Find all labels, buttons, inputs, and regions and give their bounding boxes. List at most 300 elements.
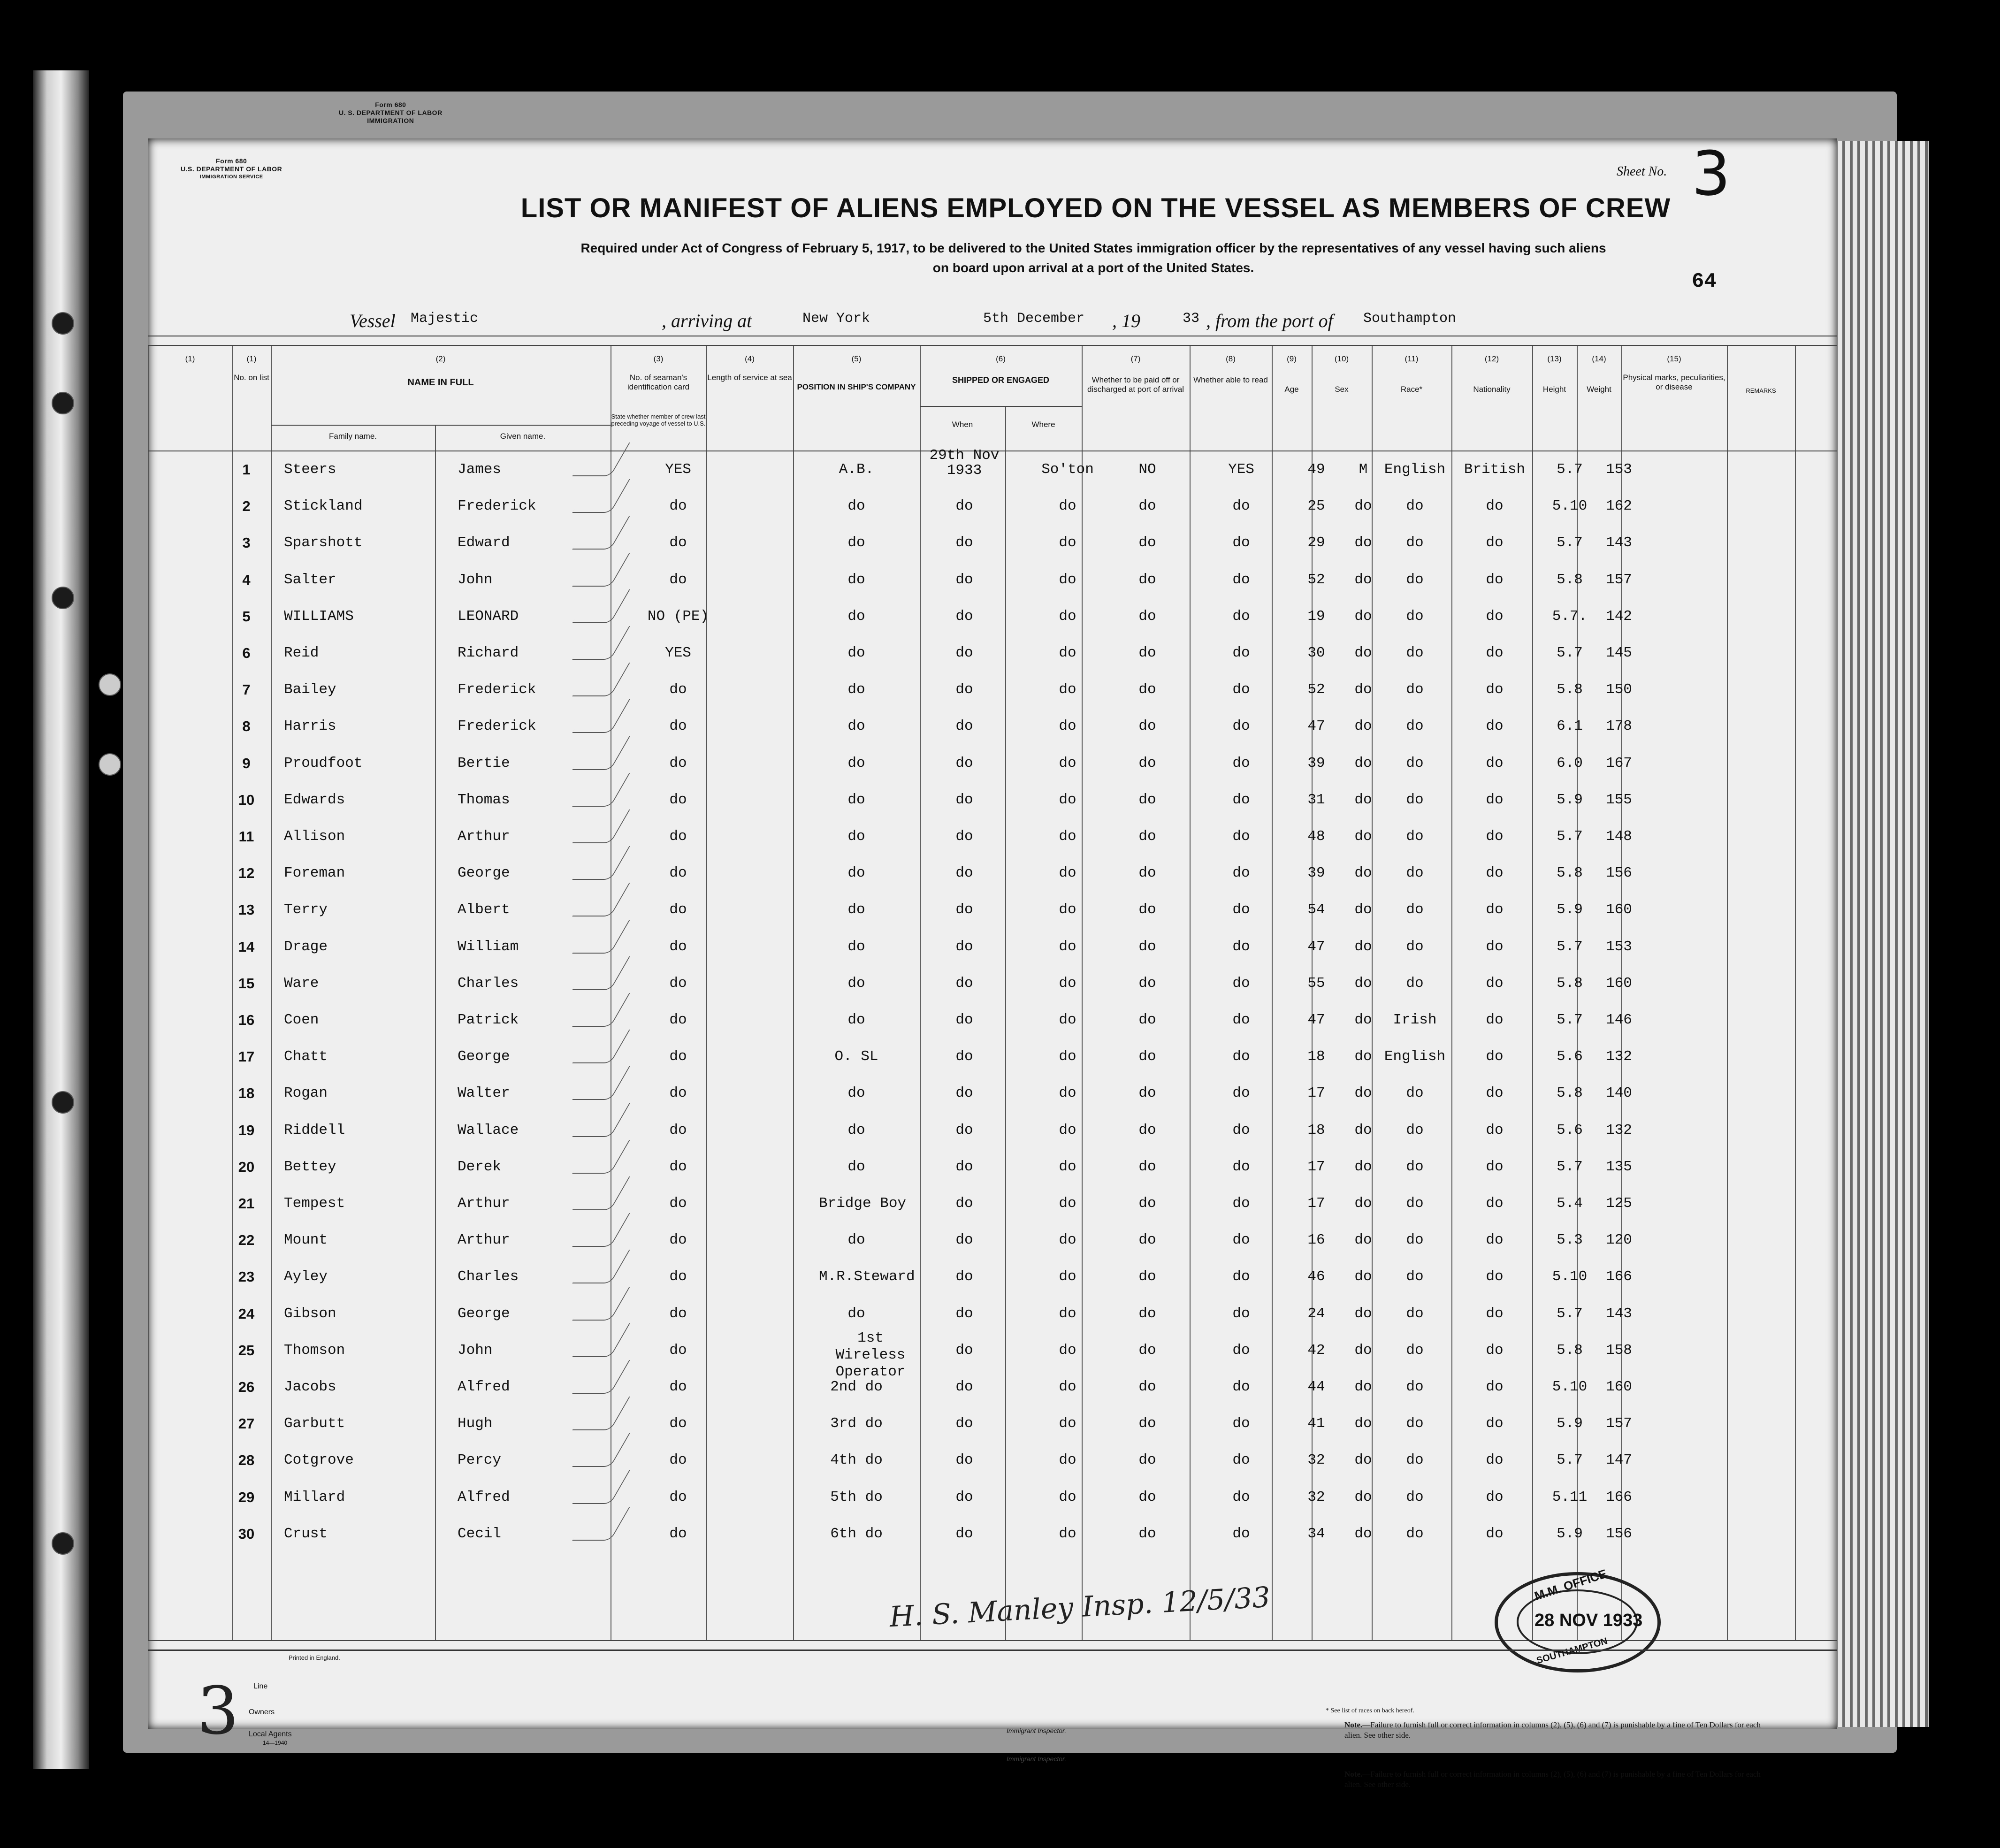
cell-paid: do	[1138, 1489, 1156, 1505]
header-length-service: Length of service at sea	[707, 373, 792, 382]
cell-position: do	[847, 645, 865, 661]
subtitle-line-1: Required under Act of Congress of February 5, 1917, to be delivered to the United States immigration officer by the representatives of any vessel having such aliens	[580, 241, 1606, 255]
cell-race: do	[1406, 1232, 1424, 1249]
cell-when: do	[955, 1195, 973, 1212]
col-num-5: (5)	[851, 354, 862, 363]
cell-age: 18	[1307, 1122, 1325, 1138]
cell-paid: do	[1138, 901, 1156, 918]
cell-when: do	[955, 938, 973, 955]
cell-race: do	[1406, 1158, 1424, 1175]
cell-height: 5.10	[1552, 498, 1588, 515]
manifest-page	[148, 138, 1837, 1789]
printed-in-label: Printed in England.	[289, 1654, 340, 1661]
cell-when: do	[955, 645, 973, 661]
cell-age: 49	[1307, 461, 1325, 478]
cell-when: do	[955, 975, 973, 992]
cell-race: do	[1406, 571, 1424, 588]
table-row	[148, 1443, 1837, 1479]
table-row	[148, 1077, 1837, 1112]
cell-position: Bridge Boy	[819, 1195, 907, 1212]
cell-age: 44	[1307, 1379, 1325, 1395]
cell-position: do	[847, 791, 865, 808]
cell-age: 34	[1307, 1525, 1325, 1542]
header-no-on-list: No. on list	[234, 373, 269, 382]
cell-position: do	[847, 1012, 865, 1028]
cell-weight: 120	[1606, 1232, 1632, 1249]
cell-weight: 147	[1606, 1452, 1632, 1469]
manifest-subtitle	[354, 238, 1832, 278]
form-code: 14—1940	[263, 1740, 288, 1746]
cell-where: do	[1059, 1195, 1076, 1212]
cell-nat: do	[1486, 1122, 1504, 1138]
cell-when: do	[955, 1305, 973, 1322]
cell-paid: do	[1138, 1232, 1156, 1249]
cell-card: do	[669, 938, 687, 955]
cell-where: do	[1059, 498, 1076, 515]
cell-given: James	[458, 461, 502, 478]
table-row	[148, 1370, 1837, 1406]
cell-family: Tempest	[284, 1195, 345, 1212]
cell-when: do	[955, 608, 973, 625]
cell-when: do	[955, 1525, 973, 1542]
cell-sex: do	[1354, 498, 1372, 515]
cell-where: do	[1059, 1342, 1076, 1359]
note-label: Note.	[1344, 1770, 1363, 1779]
cell-family: Cotgrove	[284, 1452, 354, 1469]
cell-height: 5.8	[1557, 1085, 1583, 1102]
cell-age: 41	[1307, 1415, 1325, 1432]
cell-where: do	[1059, 1085, 1076, 1102]
cell-race: do	[1406, 791, 1424, 808]
cell-card: do	[669, 1158, 687, 1175]
cell-where: do	[1059, 791, 1076, 808]
cell-when: do	[955, 498, 973, 515]
table-row	[148, 636, 1837, 672]
cell-nat: do	[1486, 535, 1504, 551]
cell-paid: do	[1138, 1379, 1156, 1395]
race-note: * See list of races on back hereof.	[1326, 1707, 1414, 1714]
cell-read: do	[1232, 718, 1250, 735]
cell-paid: do	[1138, 755, 1156, 771]
cell-read: do	[1232, 608, 1250, 625]
cell-where: So'ton	[1041, 461, 1094, 478]
cell-no: 13	[238, 901, 255, 918]
cell-weight: 148	[1606, 828, 1632, 845]
cell-sex: do	[1354, 1195, 1372, 1212]
cell-family: Thomson	[284, 1342, 345, 1359]
cell-height: 6.0	[1557, 755, 1583, 771]
cell-card: NO (PE)	[647, 608, 709, 625]
cell-height: 5.7.	[1552, 608, 1588, 625]
cell-position: 2nd do	[830, 1379, 883, 1395]
table-row	[148, 820, 1837, 855]
cell-height: 6.1	[1557, 718, 1583, 735]
cell-position: M.R.Steward	[819, 1268, 915, 1285]
header-weight: Weight	[1587, 385, 1611, 394]
cell-card: do	[669, 1452, 687, 1469]
cell-race: do	[1406, 865, 1424, 882]
cell-position: 6th do	[830, 1525, 883, 1542]
cell-nat: do	[1486, 1085, 1504, 1102]
cell-weight: 157	[1606, 1415, 1632, 1432]
fine-note-1	[1344, 1720, 1776, 1741]
cell-read: do	[1232, 865, 1250, 882]
cell-position: do	[847, 1232, 865, 1249]
cell-no: 4	[242, 571, 251, 588]
cell-paid: do	[1138, 1415, 1156, 1432]
cell-weight: 166	[1606, 1268, 1632, 1285]
cell-read: do	[1232, 571, 1250, 588]
cell-read: do	[1232, 791, 1250, 808]
cell-card: do	[669, 1489, 687, 1505]
cell-position: do	[847, 1158, 865, 1175]
cell-nat: do	[1486, 1012, 1504, 1028]
cell-nat: do	[1486, 571, 1504, 588]
cell-no: 29	[238, 1489, 255, 1505]
note-text: —Failure to furnish full or correct information in columns (2), (5), (6) and (7) is punishable by a fine of Ten Dollars for each alien. See other side.	[1344, 1720, 1761, 1740]
table-row	[148, 893, 1837, 929]
cell-sex: do	[1354, 535, 1372, 551]
cell-height: 5.4	[1557, 1195, 1583, 1212]
cell-where: do	[1059, 901, 1076, 918]
cell-family: Gibson	[284, 1305, 336, 1322]
cell-read: do	[1232, 938, 1250, 955]
cell-age: 32	[1307, 1489, 1325, 1505]
cell-paid: do	[1138, 718, 1156, 735]
cell-age: 29	[1307, 535, 1325, 551]
cell-race: do	[1406, 938, 1424, 955]
cell-where: do	[1059, 755, 1076, 771]
col-num-10: (10)	[1334, 354, 1349, 363]
cell-no: 11	[238, 828, 254, 845]
cell-no: 8	[242, 718, 251, 735]
cell-sex: do	[1354, 681, 1372, 698]
table-row	[148, 1114, 1837, 1149]
cell-height: 5.6	[1557, 1048, 1583, 1065]
cell-age: 17	[1307, 1195, 1325, 1212]
col-num-11: (11)	[1405, 354, 1419, 363]
punch-hole	[52, 587, 74, 609]
cell-nat: do	[1486, 608, 1504, 625]
cell-no: 5	[242, 608, 251, 625]
cell-sex: do	[1354, 645, 1372, 661]
cell-given: Frederick	[458, 498, 536, 515]
cell-paid: do	[1138, 535, 1156, 551]
cell-given: John	[458, 1342, 493, 1359]
cell-where: do	[1059, 535, 1076, 551]
cell-family: Edwards	[284, 791, 345, 808]
cell-age: 31	[1307, 791, 1325, 808]
cell-no: 18	[238, 1085, 255, 1102]
cell-height: 5.3	[1557, 1232, 1583, 1249]
cell-family: WILLIAMS	[284, 608, 354, 625]
cell-position: do	[847, 828, 865, 845]
under-service-label: IMMIGRATION	[367, 117, 414, 124]
cell-height: 5.7	[1557, 535, 1583, 551]
cell-read: do	[1232, 1232, 1250, 1249]
header-age: Age	[1284, 385, 1299, 394]
cell-weight: 143	[1606, 1305, 1632, 1322]
header-family-name: Family name.	[328, 432, 377, 441]
cell-given: Frederick	[458, 681, 536, 698]
cell-height: 5.10	[1552, 1268, 1588, 1285]
cell-position: do	[847, 975, 865, 992]
cell-given: Cecil	[458, 1525, 502, 1542]
cell-paid: do	[1138, 1122, 1156, 1138]
table-row	[148, 1003, 1837, 1039]
cell-paid: do	[1138, 681, 1156, 698]
cell-read: do	[1232, 1489, 1250, 1505]
department-label: U.S. DEPARTMENT OF LABOR	[181, 165, 282, 173]
cell-height: 5.8	[1557, 865, 1583, 882]
table-row	[148, 526, 1837, 562]
cell-where: do	[1059, 718, 1076, 735]
cell-where: do	[1059, 938, 1076, 955]
cell-when: do	[955, 1232, 973, 1249]
header-physical-marks: Physical marks, peculiarities, or disease	[1623, 373, 1725, 391]
cell-where: do	[1059, 828, 1076, 845]
cell-read: do	[1232, 681, 1250, 698]
cell-no: 17	[238, 1048, 255, 1065]
cell-no: 27	[238, 1415, 255, 1432]
cell-read: do	[1232, 1305, 1250, 1322]
agents-label: Local Agents	[249, 1730, 292, 1738]
cell-race: English	[1384, 461, 1446, 478]
cell-race: do	[1406, 1085, 1424, 1102]
cell-race: do	[1406, 828, 1424, 845]
inspector-signature: H. S. Manley Insp. 12/5/33	[888, 1581, 1271, 1634]
cell-sex: do	[1354, 1158, 1372, 1175]
cell-height: 5.10	[1552, 1379, 1588, 1395]
margin-sheet-mark: 3	[197, 1673, 239, 1749]
cell-when: do	[955, 1489, 973, 1505]
cell-age: 32	[1307, 1452, 1325, 1469]
cell-no: 14	[238, 938, 255, 955]
cell-card: do	[669, 791, 687, 808]
cell-position: do	[847, 755, 865, 771]
cell-sex: do	[1354, 718, 1372, 735]
cell-race: do	[1406, 681, 1424, 698]
cell-read: do	[1232, 1342, 1250, 1359]
cell-card: do	[669, 975, 687, 992]
cell-race: English	[1384, 1048, 1446, 1065]
cell-nat: do	[1486, 975, 1504, 992]
cell-weight: 160	[1606, 1379, 1632, 1395]
cell-where: do	[1059, 1232, 1076, 1249]
cell-race: do	[1406, 608, 1424, 625]
table-row	[148, 967, 1837, 1002]
cell-weight: 156	[1606, 865, 1632, 882]
cell-position: 1st Wireless Operator	[835, 1329, 906, 1380]
cell-height: 5.7	[1557, 938, 1583, 955]
arrival-port: New York	[802, 311, 870, 327]
sheet-label: Sheet No.	[1617, 164, 1667, 179]
owners-label: Owners	[249, 1708, 275, 1716]
cell-where: do	[1059, 975, 1076, 992]
cell-where: do	[1059, 1452, 1076, 1469]
cell-no: 10	[238, 791, 255, 808]
cell-card: YES	[665, 645, 691, 661]
cell-position: do	[847, 901, 865, 918]
header-able-read: Whether able to read	[1193, 375, 1268, 384]
col-num-12: (12)	[1484, 354, 1499, 363]
cell-height: 5.7	[1557, 1452, 1583, 1469]
mm-office-stamp	[1495, 1566, 1661, 1672]
cell-weight: 157	[1606, 571, 1632, 588]
cell-given: Alfred	[458, 1379, 510, 1395]
cell-when: do	[955, 755, 973, 771]
cell-age: 47	[1307, 1012, 1325, 1028]
cell-paid: do	[1138, 975, 1156, 992]
cell-race: do	[1406, 1525, 1424, 1542]
under-form-label: Form 680	[375, 101, 406, 108]
cell-no: 28	[238, 1452, 255, 1469]
cell-age: 19	[1307, 608, 1325, 625]
table-row	[148, 856, 1837, 892]
cell-family: Bailey	[284, 681, 336, 698]
cell-age: 30	[1307, 645, 1325, 661]
cell-nat: do	[1486, 938, 1504, 955]
cell-sex: do	[1354, 901, 1372, 918]
header-where: Where	[1031, 420, 1055, 429]
cell-where: do	[1059, 865, 1076, 882]
cell-nat: do	[1486, 791, 1504, 808]
cell-age: 39	[1307, 755, 1325, 771]
cell-position: 3rd do	[830, 1415, 883, 1432]
cell-where: do	[1059, 608, 1076, 625]
manifest-title: LIST OR MANIFEST OF ALIENS EMPLOYED ON THE VESSEL AS MEMBERS OF CREW	[520, 193, 1671, 223]
table-row	[148, 1407, 1837, 1443]
cell-given: George	[458, 1305, 510, 1322]
cell-race: do	[1406, 1305, 1424, 1322]
cell-card: do	[669, 755, 687, 771]
table-row	[148, 1187, 1837, 1222]
page-number: 64	[1692, 270, 1717, 293]
cell-read: do	[1232, 1525, 1250, 1542]
cell-read: do	[1232, 1012, 1250, 1028]
service-label: IMMIGRATION SERVICE	[199, 174, 263, 180]
cell-no: 26	[238, 1379, 255, 1395]
header-given-name: Given name.	[500, 432, 546, 441]
cell-sex: do	[1354, 975, 1372, 992]
table-row	[148, 1150, 1837, 1186]
col-num-6: (6)	[996, 354, 1006, 363]
punch-hole	[52, 392, 74, 414]
cell-card: do	[669, 865, 687, 882]
cell-family: Rogan	[284, 1085, 328, 1102]
cell-height: 5.7	[1557, 828, 1583, 845]
cell-weight: 153	[1606, 938, 1632, 955]
cell-nat: do	[1486, 498, 1504, 515]
arrival-date: 5th December	[983, 311, 1085, 327]
cell-no: 25	[238, 1342, 255, 1359]
cell-sex: do	[1354, 1305, 1372, 1322]
cell-family: Harris	[284, 718, 336, 735]
cell-weight: 178	[1606, 718, 1632, 735]
cell-sex: do	[1354, 571, 1372, 588]
cell-weight: 146	[1606, 1012, 1632, 1028]
cell-sex: do	[1354, 938, 1372, 955]
cell-family: Proudfoot	[284, 755, 363, 771]
header-position: POSITION IN SHIP'S COMPANY	[797, 382, 916, 391]
cell-paid: NO	[1138, 461, 1156, 478]
cell-card: do	[669, 535, 687, 551]
table-row	[148, 783, 1837, 819]
fine-note-2	[1344, 1769, 1776, 1790]
cell-given: Percy	[458, 1452, 502, 1469]
punch-hole	[52, 312, 74, 335]
cell-no: 16	[238, 1012, 255, 1028]
cell-when: do	[955, 1158, 973, 1175]
col-num-8: (8)	[1226, 354, 1236, 363]
col-num-13: (13)	[1547, 354, 1562, 363]
header-id-card: No. of seaman's identification card	[627, 373, 690, 391]
cell-height: 5.7	[1557, 1305, 1583, 1322]
cell-card: do	[669, 1379, 687, 1395]
col-num-4: (4)	[745, 354, 755, 363]
cell-height: 5.9	[1557, 901, 1583, 918]
cell-when: do	[955, 718, 973, 735]
line-label: Line	[253, 1682, 268, 1690]
cell-read: do	[1232, 535, 1250, 551]
cell-card: do	[669, 1415, 687, 1432]
cell-no: 7	[242, 681, 251, 698]
cell-read: do	[1232, 1415, 1250, 1432]
table-row	[148, 563, 1837, 599]
cell-weight: 125	[1606, 1195, 1632, 1212]
cell-when: do	[955, 681, 973, 698]
cell-when: do	[955, 1342, 973, 1359]
cell-no: 21	[238, 1195, 255, 1212]
cell-given: Wallace	[458, 1122, 519, 1138]
cell-when: do	[955, 535, 973, 551]
cell-when: do	[955, 1415, 973, 1432]
cell-paid: do	[1138, 498, 1156, 515]
cell-read: do	[1232, 901, 1250, 918]
cell-card: do	[669, 718, 687, 735]
cell-weight: 155	[1606, 791, 1632, 808]
cell-sex: do	[1354, 865, 1372, 882]
cell-paid: do	[1138, 571, 1156, 588]
cell-weight: 142	[1606, 608, 1632, 625]
cell-given: Richard	[458, 645, 519, 661]
cell-family: Crust	[284, 1525, 328, 1542]
cell-card: do	[669, 571, 687, 588]
header-when: When	[952, 420, 973, 429]
cell-age: 52	[1307, 571, 1325, 588]
cell-position: do	[847, 718, 865, 735]
cell-family: Stickland	[284, 498, 363, 515]
cell-race: do	[1406, 1342, 1424, 1359]
cell-family: Salter	[284, 571, 336, 588]
cell-position: A.B.	[839, 461, 874, 478]
cell-race: Irish	[1393, 1012, 1437, 1028]
departure-port: Southampton	[1363, 311, 1457, 327]
cell-age: 47	[1307, 938, 1325, 955]
cell-paid: do	[1138, 791, 1156, 808]
cell-given: Patrick	[458, 1012, 519, 1028]
table-row	[148, 1260, 1837, 1296]
cell-nat: do	[1486, 1305, 1504, 1322]
cell-weight: 150	[1606, 681, 1632, 698]
cell-read: do	[1232, 1268, 1250, 1285]
cell-given: Arthur	[458, 1232, 510, 1249]
cell-when: do	[955, 865, 973, 882]
cell-sex: do	[1354, 1048, 1372, 1065]
cell-age: 17	[1307, 1085, 1325, 1102]
cell-nat: do	[1486, 1489, 1504, 1505]
cell-card: do	[669, 1342, 687, 1359]
